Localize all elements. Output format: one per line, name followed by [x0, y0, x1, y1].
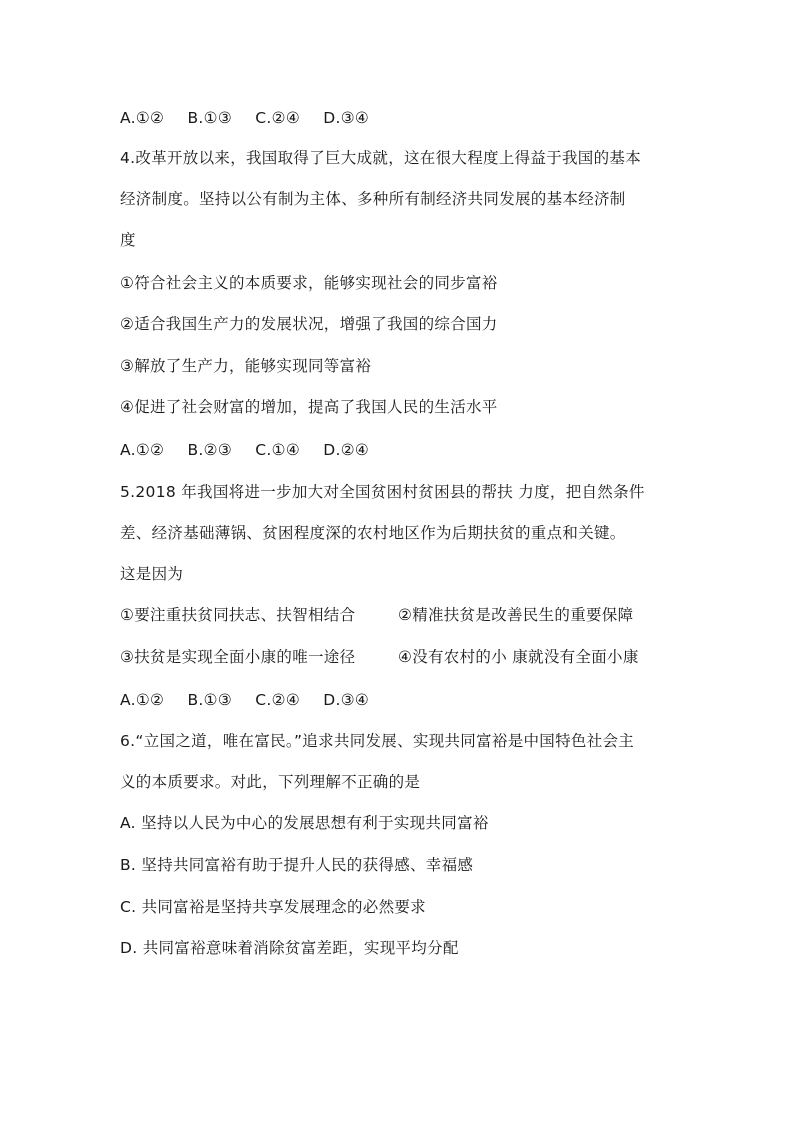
q5-item-2: ②精准扶贫是改善民生的重要保障 [398, 606, 634, 624]
q5-items-row-1 [120, 604, 684, 626]
q6-stem-line-2: 义的本质要求。对此，下列理解不正确的是 [120, 773, 421, 791]
q4-option-d: D.②④ [323, 441, 370, 459]
q4-stem-line-2: 经济制度。坚持以公有制为主体、多种所有制经济共同发展的基本经济制 [120, 190, 626, 208]
q3-option-a: A.①② [120, 109, 165, 127]
q5-stem-line-3: 这是因为 [120, 565, 184, 583]
q5-option-b: B.①③ [187, 691, 233, 709]
q5-item-3: ③扶贫是实现全面小康的唯一途径 [120, 648, 356, 666]
q6-choice-b: B. 坚持共同富裕有助于提升人民的获得感、幸福感 [120, 856, 474, 874]
q4-item-3: ③解放了生产力，能够实现同等富裕 [120, 357, 372, 375]
q3-option-c: C.②④ [255, 109, 301, 127]
q4-item-4: ④促进了社会财富的增加，提高了我国人民的生活水平 [120, 398, 498, 416]
q4-option-b: B.②③ [187, 441, 233, 459]
q4-item-1: ①符合社会主义的本质要求，能够实现社会的同步富裕 [120, 274, 498, 292]
q5-option-d: D.③④ [323, 691, 370, 709]
q5-option-a: A.①② [120, 691, 165, 709]
q5-item-4: ④没有农村的小 康就没有全面小康 [398, 648, 639, 666]
q3-options [120, 107, 684, 129]
q3-option-b: B.①③ [187, 109, 233, 127]
q4-stem-line-1: 4.改革开放以来，我国取得了巨大成就，这在很大程度上得益于我国的基本 [120, 149, 641, 167]
q4-option-a: A.①② [120, 441, 165, 459]
q5-item-1: ①要注重扶贫同扶志、扶智相结合 [120, 606, 356, 624]
q6-choice-a: A. 坚持以人民为中心的发展思想有利于实现共同富裕 [120, 814, 489, 832]
q3-option-d: D.③④ [323, 109, 370, 127]
q5-option-c: C.②④ [255, 691, 301, 709]
q5-items-row-2 [120, 646, 684, 668]
q4-options [120, 439, 684, 461]
q5-stem-line-1: 5.2018 年我国将进一步加大对全国贫困村贫困县的帮扶 力度，把自然条件 [120, 483, 645, 501]
q5-stem-line-2: 差、经济基础薄锅、贫困程度深的农村地区作为后期扶贫的重点和关键。 [120, 524, 626, 542]
q4-item-2: ②适合我国生产力的发展状况，增强了我国的综合国力 [120, 315, 498, 333]
q6-stem-line-1: 6.“立国之道，唯在富民。”追求共同发展、实现共同富裕是中国特色社会主 [120, 732, 635, 750]
q4-option-c: C.①④ [255, 441, 301, 459]
q6-choice-d: D. 共同富裕意味着消除贫富差距，实现平均分配 [120, 939, 459, 957]
q4-stem-line-3: 度 [120, 231, 136, 249]
q6-choice-c: C. 共同富裕是坚持共享发展理念的必然要求 [120, 898, 426, 916]
q5-options [120, 689, 684, 711]
